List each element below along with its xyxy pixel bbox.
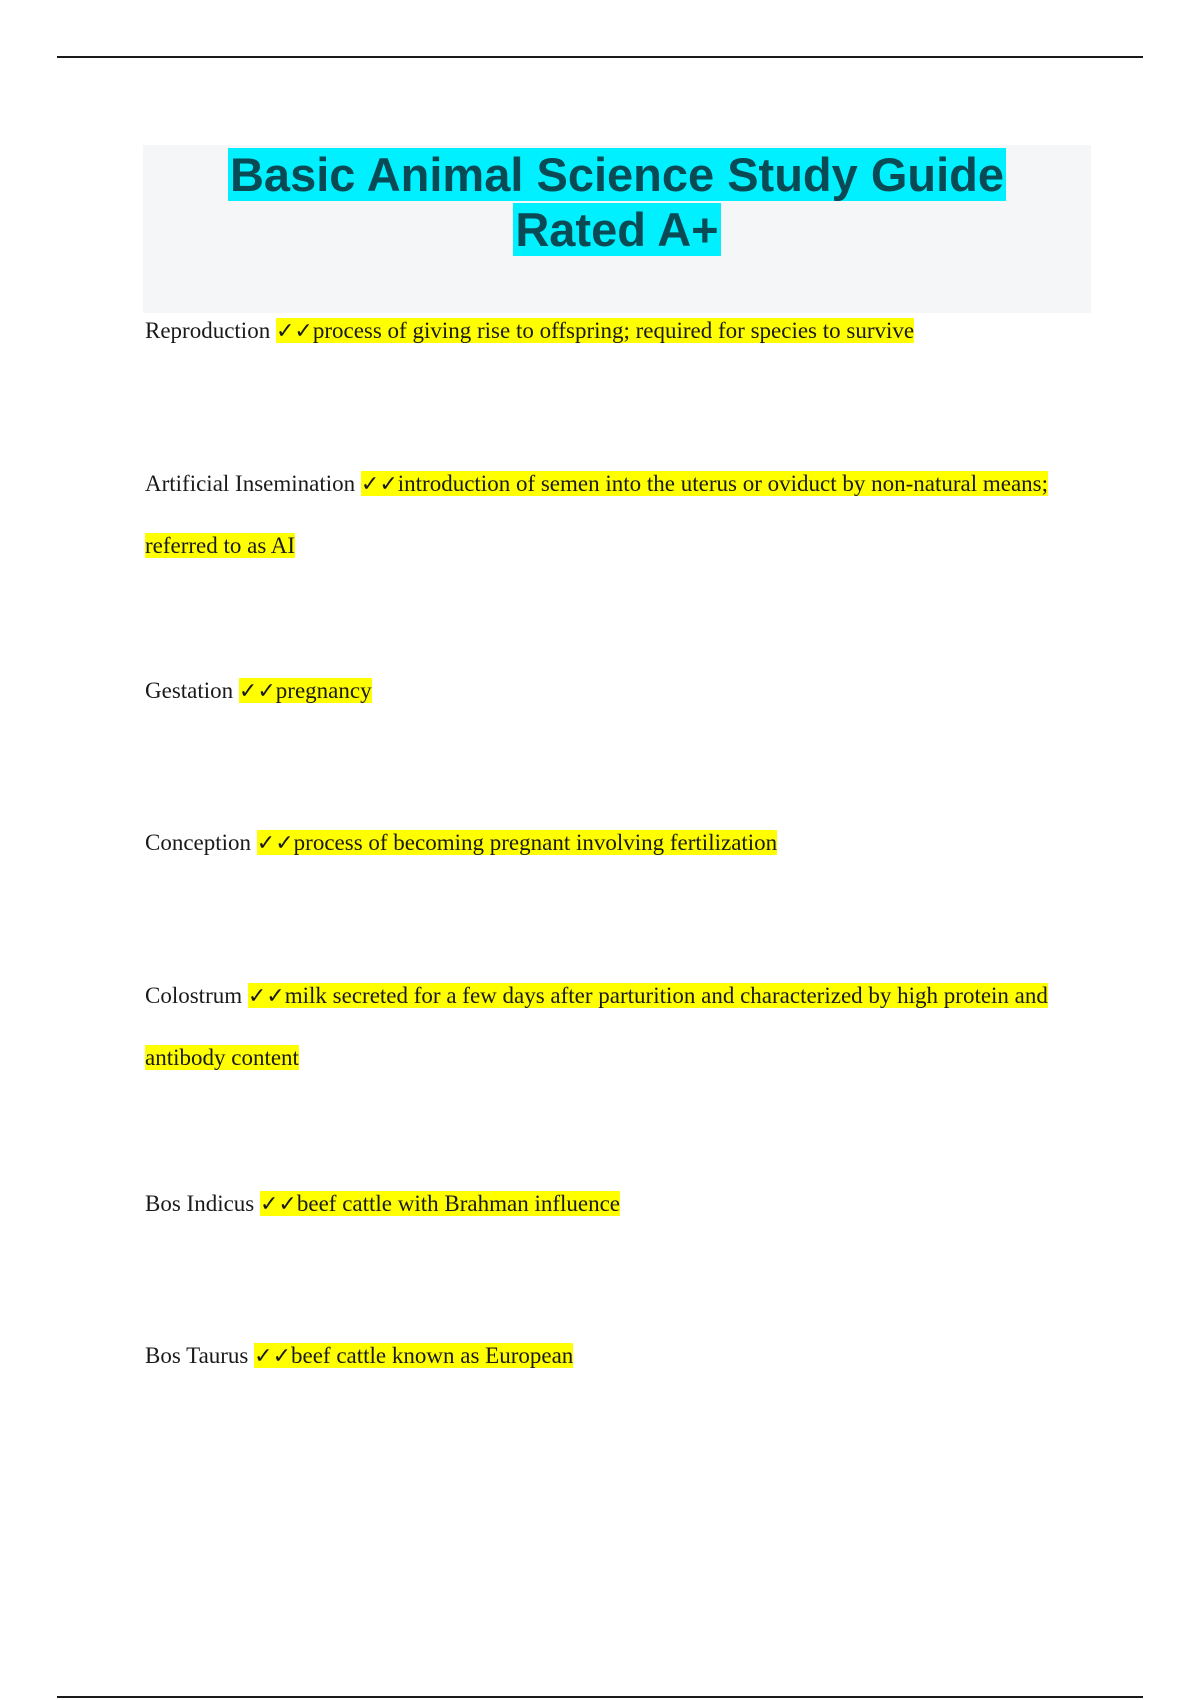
entry-definition: introduction of semen into the uterus or oviduct by non-natural means; referred to as AI [145, 471, 1049, 558]
title-line-2: Rated A+ [515, 203, 719, 256]
entry-definition: pregnancy [275, 678, 372, 703]
entry-term: Reproduction [145, 318, 271, 343]
entry-conception [145, 812, 1085, 874]
entry-definition: process of becoming pregnant involving fertilization [293, 830, 778, 855]
entry-gestation [145, 660, 1085, 722]
double-check-icon: ✓✓ [256, 831, 294, 856]
entry-definition: beef cattle with Brahman influence [296, 1191, 621, 1216]
entry-artificial-insemination [145, 453, 1085, 576]
document-title [143, 145, 1091, 257]
entry-term: Bos Taurus [145, 1343, 249, 1368]
entry-term: Artificial Insemination [145, 471, 356, 496]
entry-definition: milk secreted for a few days after parturition and characterized by high protein and antibody content [145, 983, 1048, 1070]
double-check-icon: ✓✓ [254, 1344, 292, 1369]
header-rule [57, 56, 1143, 58]
entry-reproduction [145, 300, 1085, 362]
double-check-icon: ✓✓ [247, 984, 285, 1009]
entry-term: Colostrum [145, 983, 243, 1008]
double-check-icon: ✓✓ [275, 319, 313, 344]
double-check-icon: ✓✓ [260, 1192, 297, 1217]
title-panel [143, 145, 1091, 313]
title-line-1: Basic Animal Science Study Guide [229, 148, 1004, 201]
entry-term: Conception [145, 830, 252, 855]
entry-term: Bos Indicus [145, 1191, 255, 1216]
entry-term: Gestation [145, 678, 234, 703]
entry-colostrum [145, 965, 1085, 1088]
entry-bos-indicus [145, 1173, 1085, 1235]
double-check-icon: ✓✓ [360, 472, 398, 497]
double-check-icon: ✓✓ [238, 679, 276, 704]
entry-bos-taurus [145, 1325, 1085, 1387]
entry-definition: beef cattle known as European [291, 1343, 574, 1368]
footer-rule [57, 1696, 1143, 1698]
entry-definition: process of giving rise to offspring; required for species to survive [312, 318, 915, 343]
